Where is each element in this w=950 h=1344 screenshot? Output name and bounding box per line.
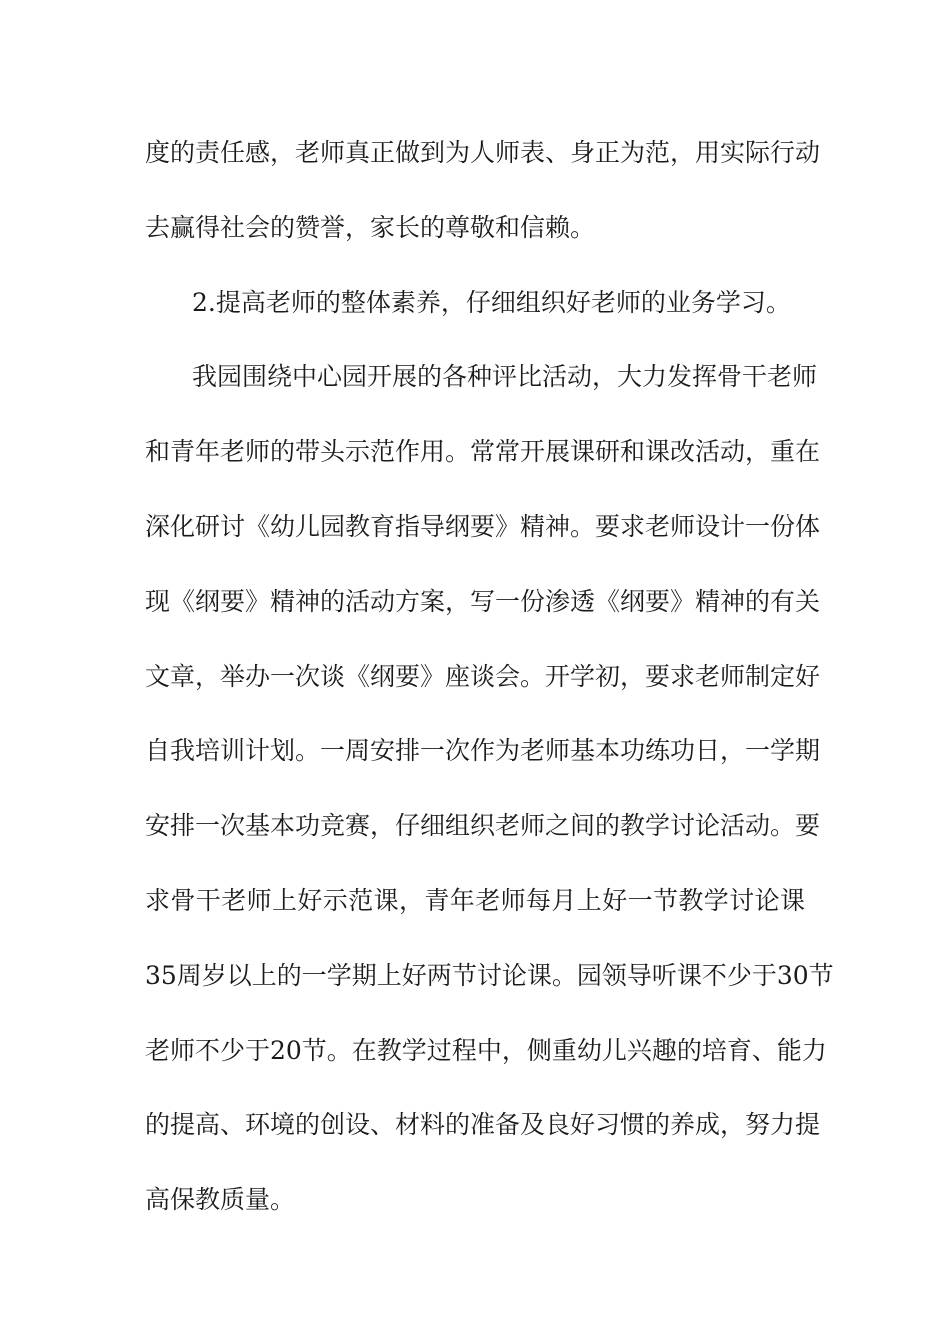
body-text: [145, 128, 834, 1250]
text-line-7: 现《纲要》精神的活动方案，写一份渗透《纲要》精神的有关: [145, 586, 821, 616]
text-line-5: 和青年老师的带头示范作用。常常开展课研和课改活动，重在: [145, 437, 821, 467]
text-line-2: 去赢得社会的赞誉，家长的尊敬和信赖。: [145, 212, 596, 242]
text-line-1: 度的责任感，老师真正做到为人师表、身正为范，用实际行动: [145, 138, 821, 167]
text-line-8: 文章，举办一次谈《纲要》座谈会。开学初，要求老师制定好: [145, 661, 821, 691]
text-line-14: 的提高、环境的创设、材料的准备及良好习惯的养成，努力提: [145, 1110, 821, 1140]
text-line-12: 35周岁以上的一学期上好两节讨论课。园领导听课不少于30节: [145, 960, 834, 990]
text-line-6: 深化研讨《幼儿园教育指导纲要》精神。要求老师设计一份体: [145, 511, 821, 541]
text-line-9: 自我培训计划。一周安排一次作为老师基本功练功日，一学期: [145, 736, 821, 766]
text-line-11: 求骨干老师上好示范课，青年老师每月上好一节教学讨论课: [145, 885, 805, 915]
section-heading: 2.提高老师的整体素养，仔细组织好老师的业务学习。: [192, 287, 791, 317]
text-line-10: 安排一次基本功竞赛，仔细组织老师之间的教学讨论活动。要: [145, 811, 821, 841]
text-line-15: 高保教质量。: [145, 1185, 296, 1215]
text-line-4: 我园围绕中心园开展的各种评比活动，大力发挥骨干老师: [192, 362, 818, 392]
text-line-13: 老师不少于20节。在教学过程中，侧重幼儿兴趣的培育、能力: [145, 1035, 827, 1065]
